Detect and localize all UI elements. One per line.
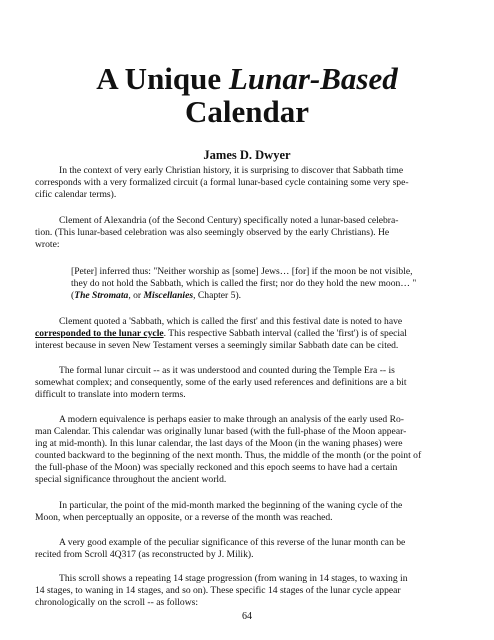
text-line: Clement of Alexandria (of the Second Century) specifically noted a lunar-based celebra- bbox=[59, 215, 399, 226]
text-line: Moon, when perceptually an opposite, or a reverse of the month was reached. bbox=[35, 512, 333, 523]
paragraph-7 bbox=[35, 537, 461, 561]
paragraph-1 bbox=[35, 165, 461, 201]
author-name: James D. Dwyer bbox=[203, 148, 291, 162]
text-line: somewhat complex; and consequently, some of the early used references and definitions are a bit bbox=[35, 377, 407, 388]
title-line-2: Calendar bbox=[185, 94, 309, 129]
text-line bbox=[35, 328, 461, 340]
text-line: counted backward to the beginning of the next month. Thus, the middle of the month (or the point of bbox=[35, 450, 422, 461]
paragraph-8 bbox=[35, 573, 461, 609]
text-line: This scroll shows a repeating 14 stage progression (from waning in 14 stages, to waxing in bbox=[59, 573, 408, 584]
text-line: wrote: bbox=[35, 239, 60, 250]
title-line-1 bbox=[0, 62, 494, 96]
text-line: Clement quoted a 'Sabbath, which is called the first' and this festival date is noted to have bbox=[59, 316, 403, 327]
title-italic: Lunar-Based bbox=[228, 61, 398, 96]
text-line: corresponds with a very formalized circuit (a formal lunar-based cycle containing some very spe- bbox=[35, 177, 409, 188]
citation-work-title: The Stromata bbox=[74, 290, 129, 301]
paragraph-4 bbox=[35, 365, 461, 401]
text-line: tion. (This lunar-based celebration was also seemingly observed by the early Christians). He bbox=[35, 227, 390, 238]
text-line: special significance throughout the ancient world. bbox=[35, 474, 227, 485]
text-line: In particular, the point of the mid-month marked the beginning of the waning cycle of the bbox=[59, 500, 403, 511]
text-line: interest because in seven New Testament verses a seemingly similar Sabbath date can be cited. bbox=[35, 340, 399, 351]
text-line: A very good example of the peculiar significance of this reverse of the lunar month can be bbox=[59, 537, 406, 548]
paragraph-6 bbox=[35, 500, 461, 524]
paragraph-3 bbox=[35, 316, 461, 352]
text-line: recited from Scroll 4Q317 (as reconstructed by J. Milik). bbox=[35, 549, 254, 560]
text-line: difficult to translate into modern terms. bbox=[35, 389, 186, 400]
text-line: chronologically on the scroll -- as follows: bbox=[35, 597, 199, 608]
text-line: the full-phase of the Moon) was specially reckoned and this epoch seems to have had a certain bbox=[35, 462, 398, 473]
text-line: man Calendar. This calendar was originally lunar based (with the full-phase of the Moon appear- bbox=[35, 426, 407, 437]
citation-open: ( bbox=[71, 290, 75, 301]
text-line: The formal lunar circuit -- as it was understood and counted during the Temple Era -- is bbox=[59, 365, 395, 376]
citation-separator: , or bbox=[128, 290, 144, 301]
text-line: cific calendar terms). bbox=[35, 189, 117, 200]
quote-line: they do not hold the Sabbath, which is called the first; nor do they hold the new moon… " bbox=[71, 278, 417, 289]
citation-alt-title: Miscellanies bbox=[143, 290, 194, 301]
title-plain: A Unique bbox=[96, 61, 229, 96]
text-line: ing at mid-month). In this lunar calendar, the last days of the Moon (in the waning phases) were bbox=[35, 438, 403, 449]
paragraph-2 bbox=[35, 215, 461, 251]
page-number: 64 bbox=[242, 611, 252, 622]
lunar-cycle-link[interactable]: corresponded to the lunar cycle bbox=[35, 328, 164, 339]
paragraph-5 bbox=[35, 414, 461, 486]
citation-chapter: , Chapter 5). bbox=[193, 290, 242, 301]
text-line: In the context of very early Christian history, it is surprising to discover that Sabbath time bbox=[59, 165, 404, 176]
quote-citation bbox=[71, 290, 455, 302]
text-line: A modern equivalence is perhaps easier to make through an analysis of the early used Ro- bbox=[59, 414, 404, 425]
text-fragment: . This respective Sabbath interval (called the 'first') is of special bbox=[163, 328, 407, 339]
text-line: 14 stages, to waning in 14 stages, and so on). These specific 14 stages of the lunar cycle appear bbox=[35, 585, 401, 596]
quote-line: [Peter] inferred thus: "Neither worship as [some] Jews… [for] if the moon be not visible, bbox=[71, 266, 413, 277]
block-quote bbox=[71, 266, 455, 302]
